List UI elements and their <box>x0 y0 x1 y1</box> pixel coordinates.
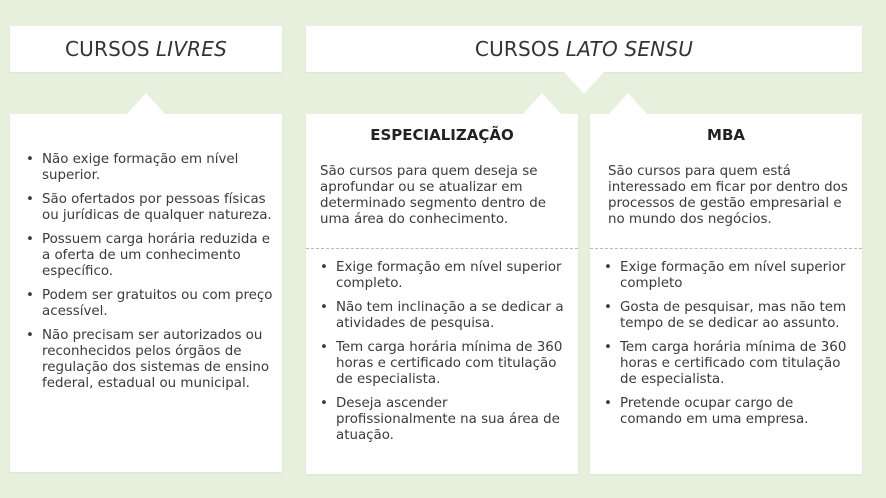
cursos-livres-header <box>10 26 282 72</box>
mba-column-pointer <box>608 93 648 115</box>
especializacao-intro: São cursos para quem deseja se aprofundar ou se atualizar em determinado segmento dentro de uma área do conhecimento. <box>320 164 546 227</box>
list-item: • Não precisam ser autorizados ou reconhecidos pelos órgãos de regulação dos sistemas de ensino federal, estadual ou municipal. <box>24 328 274 392</box>
list-item: • Tem carga horária mínima de 360 horas e certificado com titulação de especialista. <box>602 340 856 388</box>
cursos-lato-sensu-header-emph: LATO SENSU <box>565 37 694 61</box>
list-item: • Não tem inclinação a se dedicar a atividades de pesquisa. <box>318 300 570 332</box>
especializacao-divider <box>306 248 578 249</box>
mba-column <box>590 114 862 474</box>
list-item: • São ofertados por pessoas físicas ou jurídicas de qualquer natureza. <box>24 192 274 224</box>
mba-title: MBA <box>707 126 745 144</box>
cursos-livres-column <box>10 114 282 472</box>
list-item: • Tem carga horária mínima de 360 horas e certificado com titulação de especialista. <box>318 340 570 388</box>
mba-intro: São cursos para quem está interessado em ficar por dentro dos processos de gestão empresarial e no mundo dos negócios. <box>608 164 848 227</box>
livres-column-pointer <box>126 93 166 115</box>
mba-list <box>602 260 856 436</box>
cursos-lato-sensu-header <box>306 26 862 72</box>
especializacao-column-pointer <box>522 93 562 115</box>
list-item: • Exige formação em nível superior completo <box>602 260 856 292</box>
cursos-livres-header-prefix: CURSOS <box>65 37 150 61</box>
lato-sensu-pointer <box>564 72 604 94</box>
list-item: • Exige formação em nível superior completo. <box>318 260 570 292</box>
cursos-livres-list <box>24 152 274 400</box>
list-item: • Deseja ascender profissionalmente na sua área de atuação. <box>318 396 570 444</box>
especializacao-title: ESPECIALIZAÇÃO <box>370 126 514 144</box>
cursos-livres-header-emph: LIVRES <box>155 37 227 61</box>
list-item: • Não exige formação em nível superior. <box>24 152 274 184</box>
list-item: • Possuem carga horária reduzida e a oferta de um conhecimento específico. <box>24 232 274 280</box>
mba-divider <box>590 248 862 249</box>
list-item: • Gosta de pesquisar, mas não tem tempo de se dedicar ao assunto. <box>602 300 856 332</box>
especializacao-list <box>318 260 570 452</box>
list-item: • Podem ser gratuitos ou com preço acessível. <box>24 288 274 320</box>
list-item: • Pretende ocupar cargo de comando em uma empresa. <box>602 396 856 428</box>
especializacao-column <box>306 114 578 474</box>
cursos-lato-sensu-header-prefix: CURSOS <box>474 37 560 61</box>
